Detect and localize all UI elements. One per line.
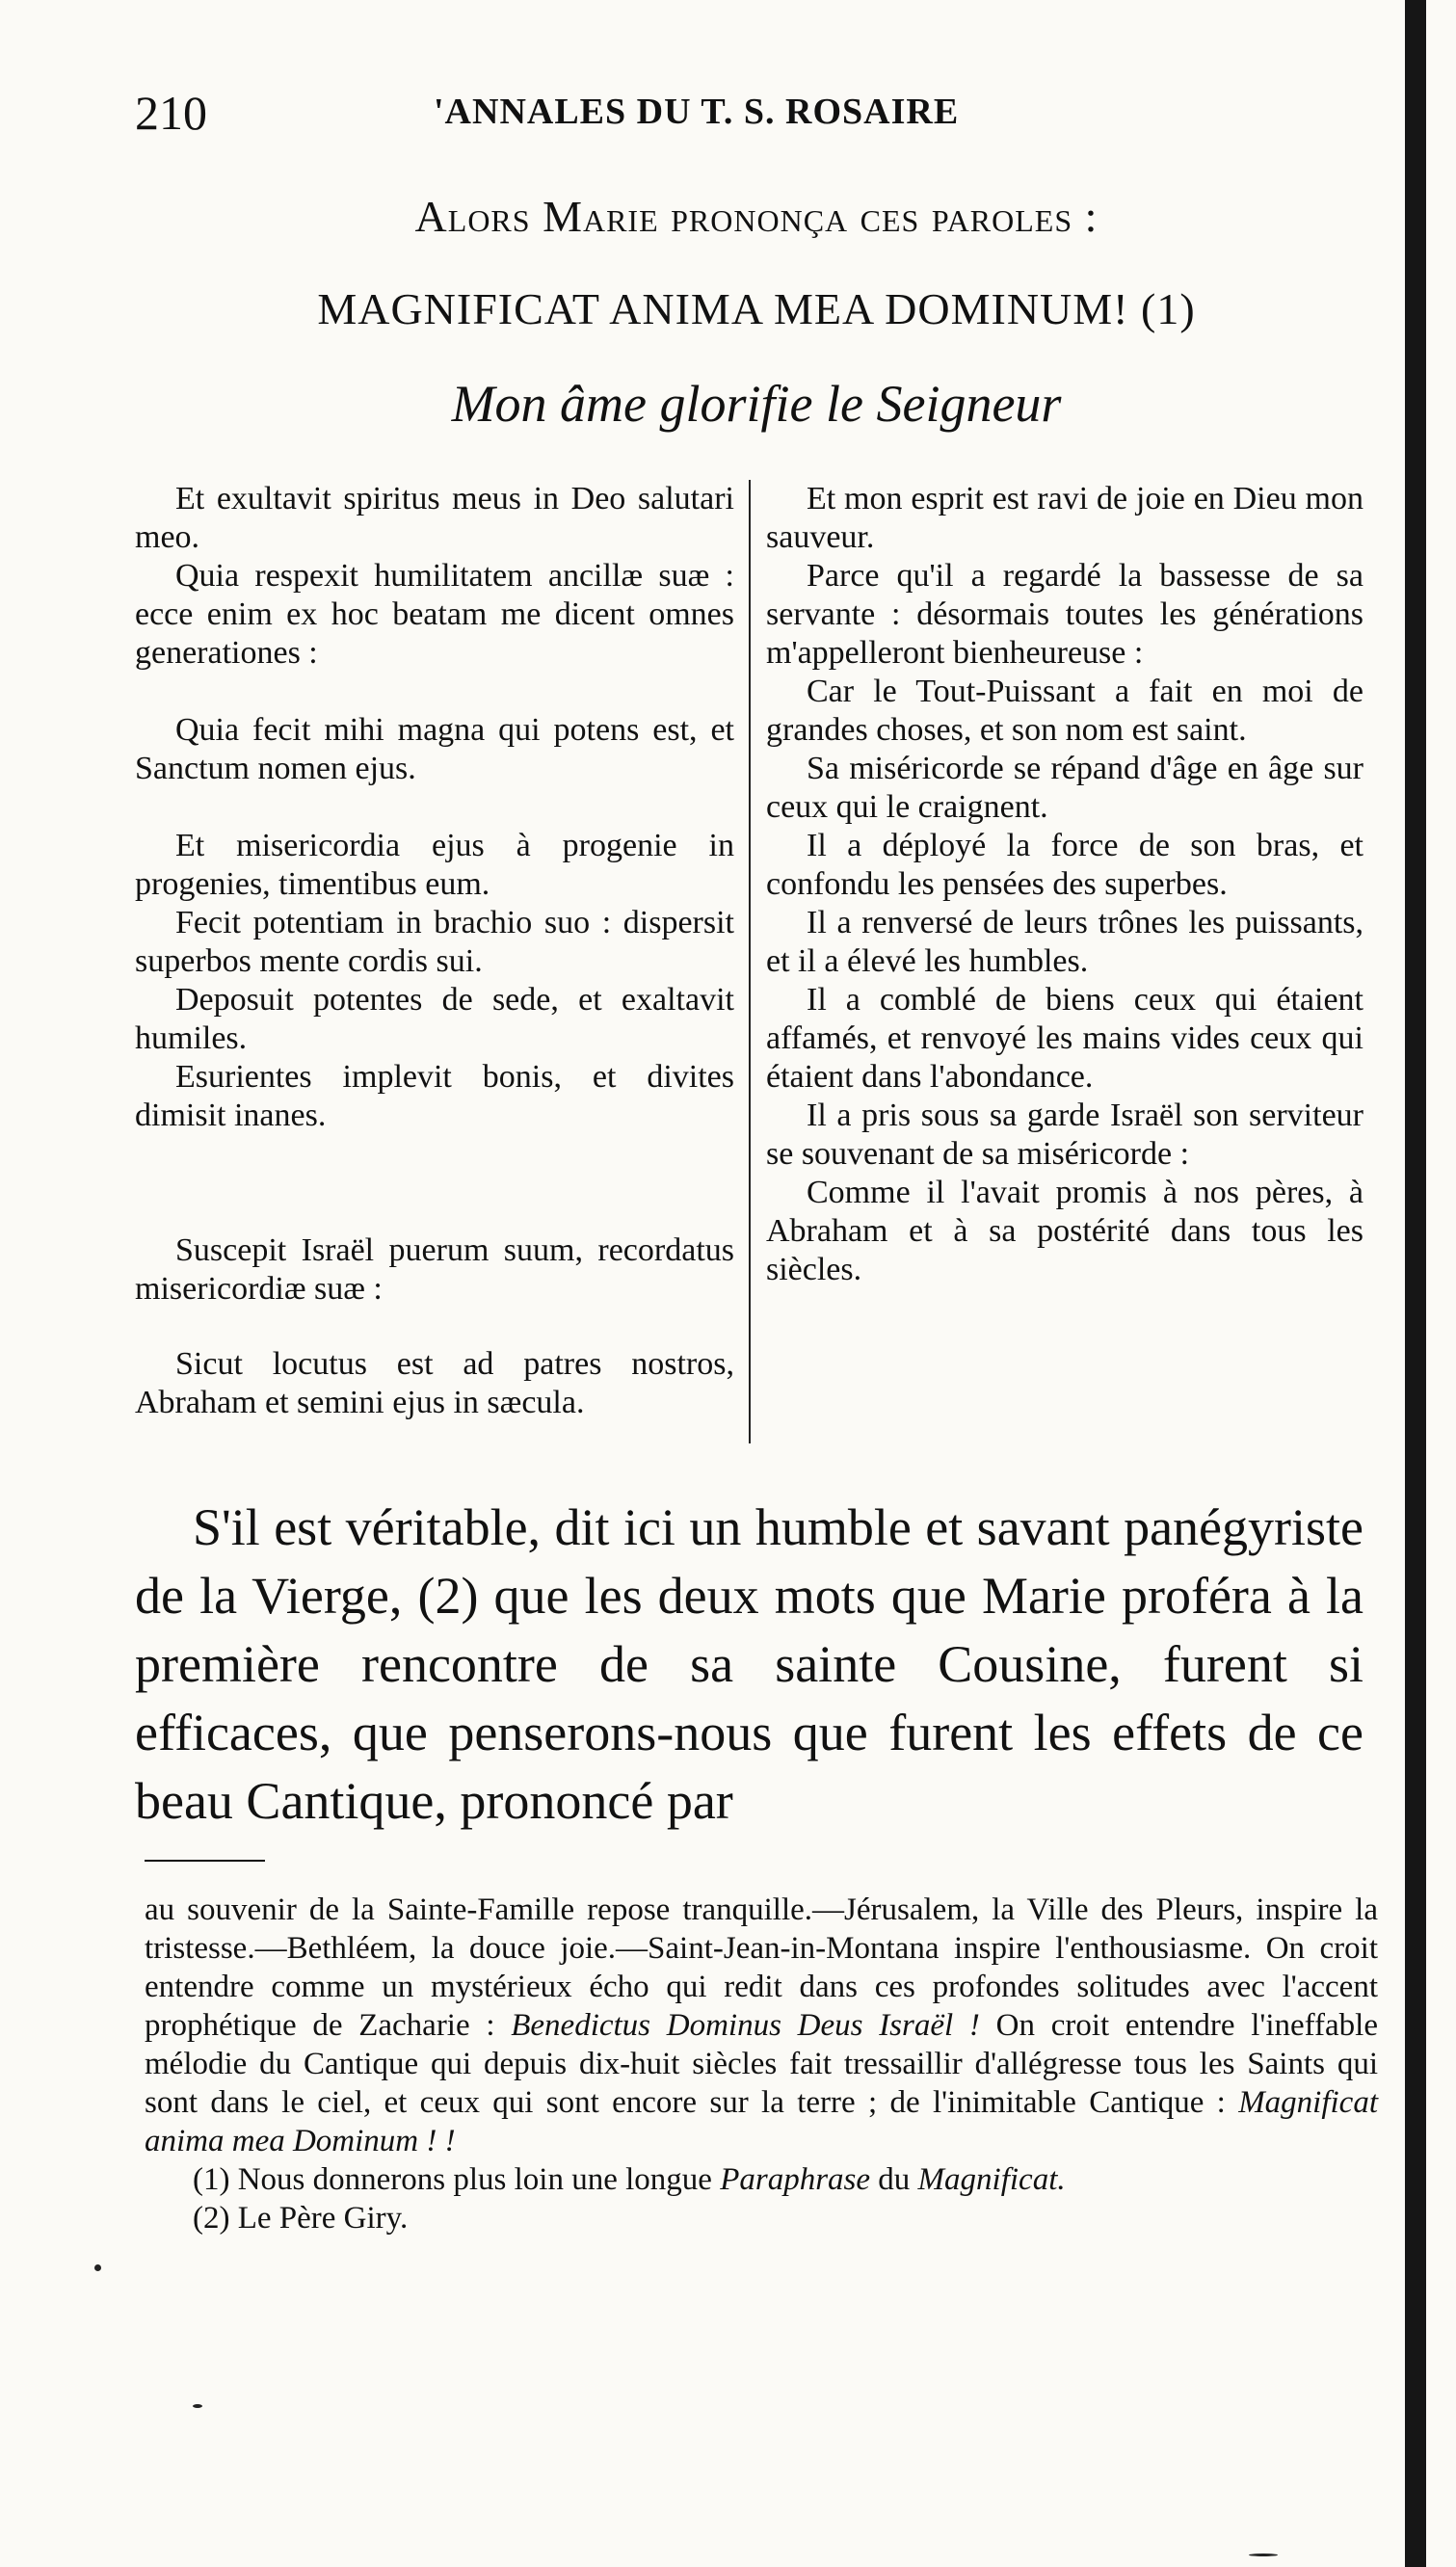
latin-verse: Esurientes implevit bonis, et divites dimisit inanes. <box>135 1059 734 1133</box>
latin-verse: Sicut locutus est ad patres nostros, Abraham et semini ejus in sæcula. <box>135 1346 734 1420</box>
intro-heading: Alors Marie prononça ces paroles : <box>414 192 1099 241</box>
latin-verse: Suscepit Israël puerum suum, recordatus misericordiæ suæ : <box>135 1232 734 1307</box>
footnote-text: du <box>870 2162 918 2197</box>
french-verse: Sa miséricorde se répand d'âge en âge sur ceux qui le craignent. <box>766 751 1363 825</box>
footnote-2: (2) Le Père Giry. <box>193 2201 409 2236</box>
footnote-text: au souvenir de la Sainte-Famille repose tranquille.—Jérusalem, la Ville des Pleurs, inspire la tristesse.—Bethléem, la douce joie.—Saint-Jean-in-Montana inspire l'enthousiasme. On croit entendre comme un mystérieux écho qui redit dans ces profondes solitudes avec l'accent prophétique de Zacharie : <box>145 1892 1378 2043</box>
print-speck <box>1249 2554 1278 2556</box>
footnote-italic: Paraphrase <box>720 2162 871 2197</box>
page-number: 210 <box>135 86 207 140</box>
running-title: 'ANNALES DU T. S. ROSAIRE <box>434 92 960 132</box>
french-verse: Il a comblé de biens ceux qui étaient affamés, et renvoyé les mains vides ceux qui étaient dans l'abondance. <box>766 982 1363 1095</box>
latin-verse: Et exultavit spiritus meus in Deo salutari meo. <box>135 481 734 555</box>
footnote-rule <box>145 1860 265 1862</box>
french-verse: Parce qu'il a regardé la bassesse de sa servante : désormais toutes les générations m'appelleront bienheureuse : <box>766 558 1363 671</box>
footnote-continuation <box>145 1891 1378 2160</box>
latin-verse: Quia respexit humilitatem ancillæ suæ : ecce enim ex hoc beatam me dicent omnes generationes : <box>135 558 734 671</box>
french-column <box>766 480 1363 1289</box>
column-divider <box>749 480 751 1443</box>
footnote-italic: Magnificat. <box>917 2162 1066 2197</box>
paragraph-text: S'il est véritable, dit ici un humble et savant panégyriste de la Vierge, (2) que les deux mots que Marie proféra à la première rencontre de sa sainte Cousine, furent si efficaces, que penserons-nous que furent les effets de ce beau Cantique, prononcé par <box>135 1498 1363 1830</box>
latin-column <box>135 480 734 1422</box>
footnotes <box>145 1891 1378 2237</box>
latin-verse: Fecit potentiam in brachio suo : dispersit superbos mente cordis sui. <box>135 905 734 979</box>
latin-verse: Et misericordia ejus à progenie in progenies, timentibus eum. <box>135 828 734 902</box>
parallel-columns <box>135 480 1363 1463</box>
main-paragraph <box>135 1494 1363 1836</box>
french-verse: Il a déployé la force de son bras, et confondu les pensées des superbes. <box>766 828 1363 902</box>
latin-verse: Quia fecit mihi magna qui potens est, et Sanctum nomen ejus. <box>135 712 734 786</box>
footnote-1 <box>145 2160 1378 2199</box>
footnote-italic: Benedictus Dominus Deus Israël ! <box>511 2008 980 2043</box>
french-verse: Car le Tout-Puissant a fait en moi de grandes choses, et son nom est saint. <box>766 674 1363 748</box>
footnote-italic: Magnificat anima mea Dominum ! ! <box>145 2085 1378 2158</box>
french-verse: Il a renversé de leurs trônes les puissants, et il a élevé les humbles. <box>766 905 1363 979</box>
page-edge-shadow <box>1405 0 1426 2567</box>
french-verse: Il a pris sous sa garde Israël son serviteur se souvenant de sa miséricorde : <box>766 1098 1363 1172</box>
footnote-text: On croit entendre l'ineffable mélodie du Cantique qui depuis dix-huit siècles fait tressaillir d'allégresse tous les Saints qui sont dans le ciel, et ceux qui sont encore sur la terre ; de l'inimitable Cantique : <box>145 2008 1378 2120</box>
latin-verse: Deposuit potentes de sede, et exaltavit humiles. <box>135 982 734 1056</box>
page-header <box>135 85 1388 143</box>
french-verse: Comme il l'avait promis à nos pères, à Abraham et à sa postérité dans tous les siècles. <box>766 1175 1363 1287</box>
print-speck <box>94 2264 101 2271</box>
magnificat-heading: MAGNIFICAT ANIMA MEA DOMINUM! (1) <box>317 284 1196 333</box>
french-verse: Et mon esprit est ravi de joie en Dieu mon sauveur. <box>766 481 1363 555</box>
footnote-text: (1) Nous donnerons plus loin une longue <box>193 2162 721 2197</box>
magnificat-translation-heading: Mon âme glorifie le Seigneur <box>451 375 1062 433</box>
print-speck <box>193 2404 202 2408</box>
